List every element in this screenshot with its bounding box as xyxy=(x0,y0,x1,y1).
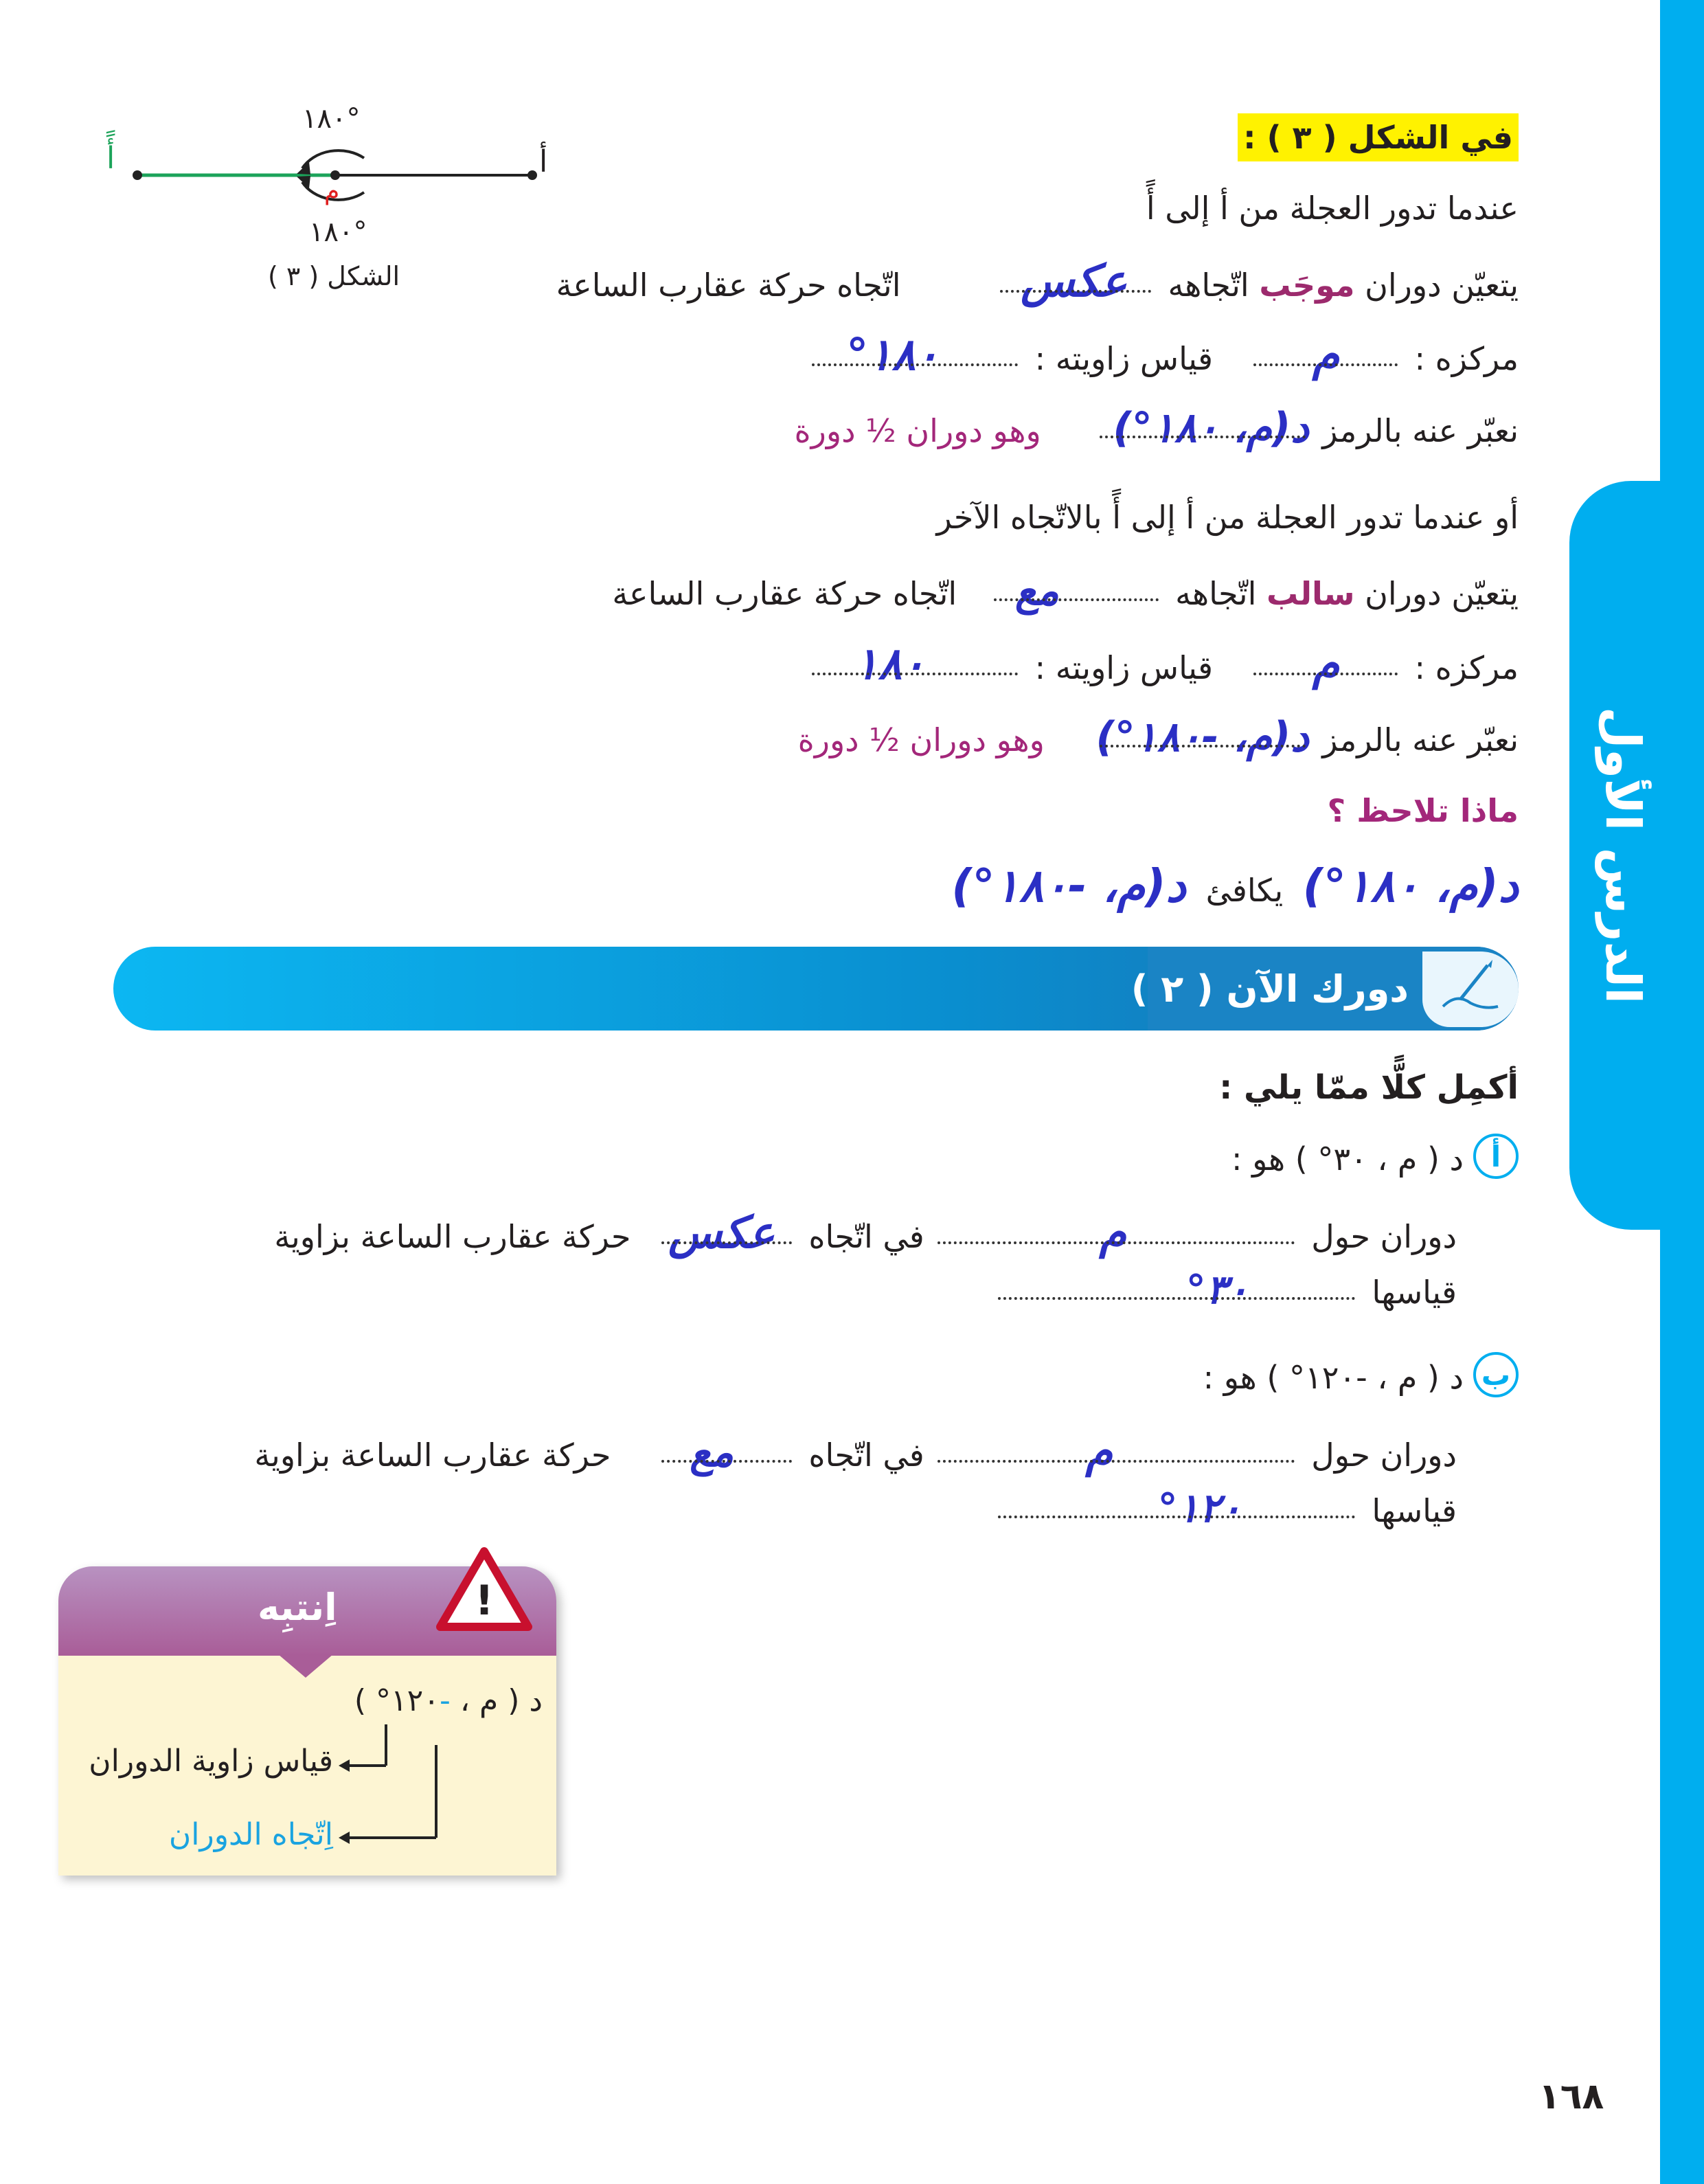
part-b-title: د ( م ، -١٢٠° ) هو : xyxy=(1203,1359,1464,1396)
half-turn-note-2: وهو دوران ½ دورة xyxy=(797,721,1045,758)
part-a-direction-answer: عكس xyxy=(668,1208,775,1259)
part-a-title: د ( م ، ٣٠° ) هو : xyxy=(1231,1140,1464,1178)
note-direction-caption: اِتّجاه الدوران xyxy=(168,1817,333,1852)
pen-hand-icon xyxy=(1422,952,1519,1027)
figure-caption: الشكل ( ٣ ) xyxy=(268,261,400,291)
banner-label: دورك الآن ( ٢ ) xyxy=(1131,967,1409,1011)
positive-word: موجَب xyxy=(1259,267,1355,304)
part-b-center-answer: م xyxy=(1085,1426,1113,1477)
center-answer-1: م xyxy=(1312,330,1340,381)
symbol-line-1: نعبّر عنه بالرمز د(م، ١٨٠°) وهو دوران ½ دورة xyxy=(794,404,1519,452)
figure-right-point: أ xyxy=(539,144,548,179)
center-angle-line-2: مركزه : م قياس زاويته : ١٨٠ xyxy=(854,640,1519,688)
part-a-center-answer: م xyxy=(1099,1208,1127,1259)
intro-line-1: عندما تدور العجلة من أ إلى أً xyxy=(1146,190,1519,227)
negative-direction-answer: مع xyxy=(1014,567,1059,615)
section-heading: في الشكل ( ٣ ) : xyxy=(1238,113,1519,161)
equivalence-right: د(م، -١٨٠°) xyxy=(951,859,1186,912)
note-title: اِنتبِه xyxy=(258,1586,337,1629)
intro-line-2: أو عندما تدور العجلة من أ إلى أً بالاتّجاه الآخر xyxy=(936,499,1519,536)
svg-text:!: ! xyxy=(475,1577,494,1625)
angle-answer-1: ١٨٠° xyxy=(846,330,940,381)
part-a-measure-answer: ٣٠° xyxy=(1185,1266,1249,1313)
part-b-badge: ب xyxy=(1473,1352,1519,1397)
symbol-line-2: نعبّر عنه بالرمز د(م، -١٨٠°) وهو دوران ½ دورة xyxy=(797,713,1519,761)
equivalence-line: د(م، ١٨٠°) يكافئ د(م، -١٨٠°) xyxy=(951,859,1519,912)
negative-word: سالب xyxy=(1266,575,1355,612)
part-b-line-1: دوران حول م في اتّجاه مع حركة عقارب الساعة بزاوية xyxy=(254,1426,1457,1477)
part-b-measure-answer: ١٢٠° xyxy=(1157,1485,1242,1531)
negative-rotation-line: يتعيّن دوران سالب اتّجاهه مع اتّجاه حركة عقارب الساعة xyxy=(612,567,1519,615)
note-formula: د ( م ، -١٢٠° ) xyxy=(354,1683,543,1718)
part-b-direction-answer: مع xyxy=(690,1428,734,1476)
exercise-instruction: أكمِل كلًّا ممّا يلي : xyxy=(1219,1068,1519,1107)
figure-center-label: م xyxy=(324,177,340,205)
symbol-answer-1: د(م، ١٨٠°) xyxy=(1113,404,1310,452)
page-number: ١٦٨ xyxy=(1538,2076,1604,2117)
center-answer-2: م xyxy=(1312,639,1340,690)
notice-question: ماذا تلاحظ ؟ xyxy=(1327,792,1519,829)
positive-direction-answer: عكس xyxy=(1021,256,1128,307)
part-a-badge: أ xyxy=(1473,1134,1519,1179)
part-a-line-1: دوران حول م في اتّجاه عكس حركة عقارب الساعة بزاوية xyxy=(274,1208,1457,1259)
angle-answer-2: ١٨٠ xyxy=(854,639,926,690)
part-b-line-2: قياسها ١٢٠° xyxy=(1158,1484,1457,1532)
figure-left-point: أً xyxy=(106,141,115,176)
figure-top-angle: ١٨٠° xyxy=(302,103,361,135)
equivalence-left: د(م، ١٨٠°) xyxy=(1302,859,1519,912)
figure-bottom-angle: ١٨٠° xyxy=(309,216,367,248)
note-angle-caption: قياس زاوية الدوران xyxy=(89,1744,333,1779)
part-a-line-2: قياسها ٣٠° xyxy=(1186,1265,1457,1314)
positive-rotation-line: يتعيّن دوران موجَب اتّجاهه عكس اتّجاه حركة عقارب الساعة xyxy=(556,256,1519,307)
note-box xyxy=(58,1566,556,1876)
symbol-answer-2: د(م، -١٨٠°) xyxy=(1095,713,1310,761)
center-angle-line-1: مركزه : م قياس زاويته : ١٨٠° xyxy=(846,331,1519,379)
side-tab-label: الدرس الأول xyxy=(1595,706,1651,1004)
half-turn-note-1: وهو دوران ½ دورة xyxy=(794,412,1041,449)
